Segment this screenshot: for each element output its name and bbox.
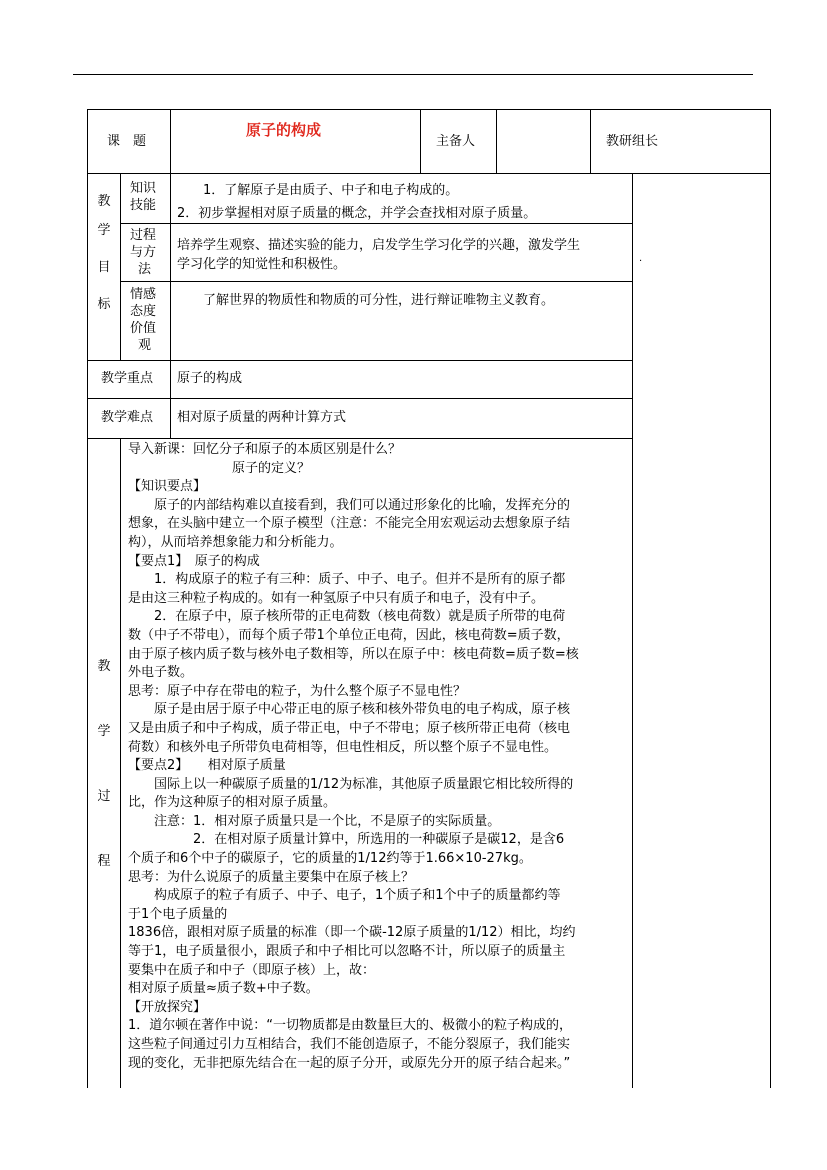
objective-knowledge-text: 1．了解原子是由质子、中子和电子构成的。 2．初步掌握相对原子质量的概念，并学会查找相对原子质量。 — [177, 183, 537, 221]
category-knowledge: 知识 技能 — [130, 181, 157, 213]
process-line: 构成原子的粒子有质子、中子、电子，1个质子和1个中子的质量都约等 — [128, 888, 561, 904]
process-line: 1．道尔顿在著作中说：“一切物质都是由数量巨大的、极微小的粒子构成的， — [128, 1018, 573, 1034]
process-line: 原子是由居于原子中心带正电的原子核和核外带负电的电子构成，原子核 — [128, 702, 571, 718]
group-leader-label: 教研组长 — [606, 134, 659, 149]
process-line: 现的变化，无非把原先结合在一起的原子分开，或原先分开的原子结合起来。” — [128, 1055, 571, 1071]
process-line: 等于1，电子质量很小，跟质子和中子相比可以忽略不计，所以原子的质量主 — [128, 944, 566, 960]
process-line: 原子的定义？ — [128, 460, 311, 476]
process-line: 想象，在头脑中建立一个原子模型（注意：不能完全用宏观运动去想象原子结 — [128, 516, 571, 532]
key-point-value: 原子的构成 — [177, 371, 243, 386]
process-line: 由于原子核内质子数与核外电子数相等，所以在原子中：核电荷数=质子数=核 — [128, 646, 579, 662]
process-line: 数（中子不带电），而每个质子带1个单位正电荷，因此，核电荷数=质子数， — [128, 627, 570, 643]
process-line: 构），从而培养想象能力和分析能力。 — [128, 534, 343, 550]
process-line: 于1个电子质量的 — [128, 906, 228, 922]
process-line: 2．在原子中，原子核所带的正电荷数（核电荷数）就是质子所带的电荷 — [128, 609, 566, 625]
process-line: 导入新课：回忆分子和原子的本质区别是什么？ — [128, 442, 402, 457]
process-line: 【要点2】 相对原子质量 — [128, 758, 286, 774]
process-line: 【知识要点】 — [128, 479, 207, 495]
process-line: 【开放探究】 — [128, 999, 207, 1015]
process-side-label: 教 学 过 程 — [97, 659, 111, 869]
process-line: 【要点1】 原子的构成 — [128, 553, 260, 569]
process-line: 荷数）和核外电子所带负电荷相等，但电性相反，所以整个原子不显电性。 — [128, 739, 558, 755]
process-line: 个质子和6个中子的碳原子，它的质量的1/12约等于1.66×10-27kg。 — [128, 851, 532, 867]
header-rule — [73, 74, 753, 75]
process-line: 国际上以一种碳原子质量的1/12为标准，其他原子质量跟它相比较所得的 — [128, 776, 574, 792]
difficult-point-label: 教学难点 — [101, 410, 154, 425]
process-line: 1．构成原子的粒子有三种：质子、中子、电子。但并不是所有的原子都 — [128, 572, 566, 588]
preparer-label: 主备人 — [436, 134, 476, 149]
objective-process-text: 培养学生观察、描述实验的能力，启发学生学习化学的兴趣，激发学生 学习化学的知觉性和积极性。 — [177, 238, 581, 272]
process-line: 又是由质子和中子构成，质子带正电，中子不带电；原子核所带正电荷（核电 — [128, 720, 571, 736]
category-attitude: 情感 态度 价值 观 — [130, 287, 157, 353]
objectives-side-label: 教 学 目 标 — [97, 194, 111, 312]
process-line: 外电子数。 — [128, 665, 194, 681]
process-line: 2．在相对原子质量计算中，所选用的一种碳原子是碳12，是含6 — [128, 832, 565, 848]
lesson-title: 原子的构成 — [246, 121, 322, 139]
process-line: 原子的内部结构难以直接看到，我们可以通过形象化的比喻，发挥充分的 — [128, 497, 571, 513]
process-line: 相对原子质量≈质子数+中子数。 — [128, 981, 319, 997]
process-line: 思考：为什么说原子的质量主要集中在原子核上？ — [128, 869, 415, 885]
process-body — [128, 441, 630, 1073]
lesson-label: 课 题 — [107, 134, 147, 149]
process-line: 比，作为这种原子的相对原子质量。 — [128, 795, 337, 811]
process-line: 要集中在质子和中子（即原子核）上，故： — [128, 962, 376, 978]
process-line: 1836倍，跟相对原子质量的标准（即一个碳-12原子质量的1/12）相比，均约 — [128, 925, 576, 941]
process-line: 是由这三种粒子构成的。如有一种氢原子中只有质子和电子，没有中子。 — [128, 590, 545, 606]
objective-attitude-text: 了解世界的物质性和物质的可分性，进行辩证唯物主义教育。 — [177, 293, 555, 308]
process-line: 这些粒子间通过引力互相结合，我们不能创造原子，不能分裂原子，我们能实 — [128, 1037, 571, 1052]
category-process: 过程 与方 法 — [130, 228, 157, 277]
difficult-point-value: 相对原子质量的两种计算方式 — [177, 410, 347, 425]
process-line: 思考：原子中存在带电的粒子，为什么整个原子不显电性？ — [128, 683, 467, 699]
process-line: 注意：1．相对原子质量只是一个比，不是原子的实际质量。 — [128, 813, 501, 829]
side-dot: . — [639, 253, 643, 264]
key-point-label: 教学重点 — [101, 371, 154, 386]
